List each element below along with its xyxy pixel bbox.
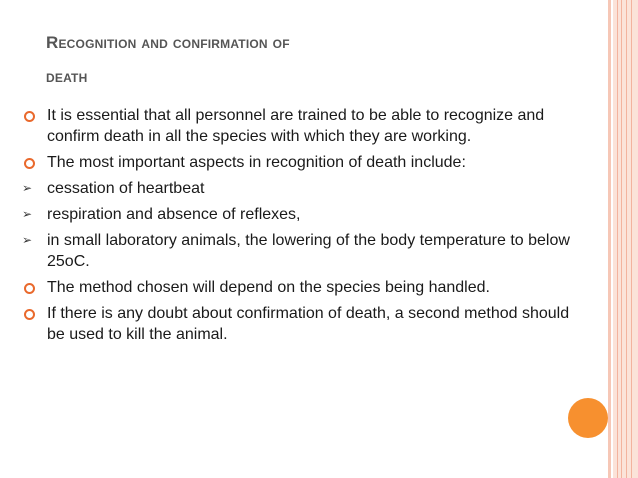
circle-bullet-icon	[22, 303, 40, 324]
decorative-stripe-line	[621, 0, 622, 478]
slide-title	[46, 26, 566, 94]
decorative-stripe-line	[617, 0, 618, 478]
list-item	[22, 178, 588, 199]
decorative-stripe-line	[626, 0, 627, 478]
list-item-text: cessation of heartbeat	[47, 180, 205, 197]
list-item	[22, 277, 588, 298]
list-item-text: in small laboratory animals, the lowering of the body temperature to below 25oC.	[47, 232, 570, 270]
list-item	[22, 152, 588, 173]
list-item-text: It is essential that all personnel are trained to be able to recognize and confirm death in all the species with which they are working.	[47, 107, 545, 145]
arrow-bullet-icon: ➢	[22, 207, 33, 221]
decorative-stripe	[608, 0, 611, 478]
list-item	[22, 303, 588, 345]
slide-title-line: Recognition and confirmation of	[46, 33, 290, 52]
slide-title-line: death	[46, 67, 88, 86]
circle-bullet-icon	[22, 105, 40, 126]
list-item-text: respiration and absence of reflexes,	[47, 206, 301, 223]
list-item	[22, 230, 588, 272]
decorative-stripe-line	[631, 0, 632, 478]
decorative-circle	[568, 398, 608, 438]
list-item-text: If there is any doubt about confirmation of death, a second method should be used to kill the animal.	[47, 305, 570, 343]
arrow-bullet-icon: ➢	[22, 233, 33, 247]
circle-bullet-icon	[22, 152, 40, 173]
list-item	[22, 105, 588, 147]
arrow-bullet-icon: ➢	[22, 181, 33, 195]
circle-bullet-icon	[22, 277, 40, 298]
list-item-text: The most important aspects in recognition of death include:	[47, 154, 466, 171]
bullet-list	[22, 105, 588, 350]
list-item-text: The method chosen will depend on the species being handled.	[47, 279, 490, 296]
list-item	[22, 204, 588, 225]
